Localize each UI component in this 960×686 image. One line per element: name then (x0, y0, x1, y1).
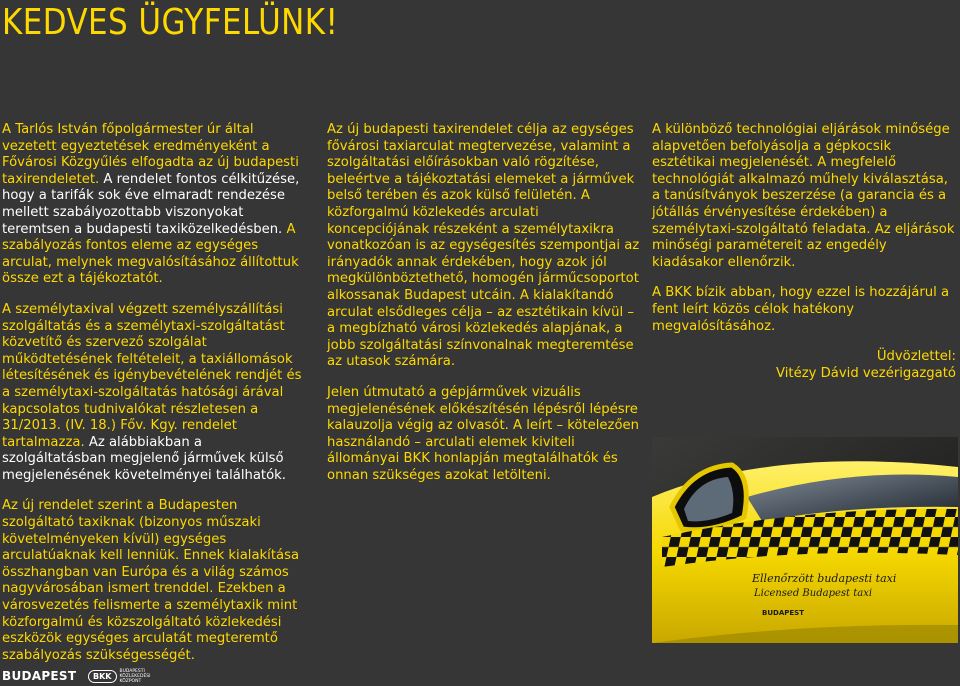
greeting: Üdvözlettel: (876, 349, 956, 365)
signature: Vitézy Dávid vezérigazgató (776, 365, 956, 381)
paragraph-guide: Jelen útmutató a gépjárművek vizuális megjelenésének előkészítésén lépésről lépésre kalauzolja végig az olvasót. A leírt – kötelezően használandó – arculati elemek kiviteli állományai BKK honlapján megtalálhatók és onnan szükséges azokat letölteni. (327, 384, 639, 483)
paragraph-regulation (2, 302, 308, 485)
door-text-1: Ellenőrzött budapesti taxi (752, 572, 897, 585)
regulation-sentence-2: Az alábbiakban a szolgáltatásban megjelenő járművek külső megjelenésének követelményei találhatók. (2, 434, 287, 483)
paragraph-goal: Az új budapesti taxirendelet célja az egységes fővárosi taxiarculat megtervezése, valamint a szolgáltatási előírásokban való rögzítése, beleértve a tájékoztatási elemeket a járművek belső terében és azok külső felületén. A közforgalmú közlekedés arculati koncepciójának részeként a személytaxikra vonatkozóan is az egységesítés szempontjai az irányadók annak érdekében, hogy azok jól megkülönböztethető, homogén járműcsoportot alkossanak Budapest utcáin. A kialakítandó arculat elsődleges célja – az esztétikain kívül – a megbízható városi közlekedés alapjának, a jobb szolgáltatási színvonalnak megteremtése az utasok számára. (327, 122, 640, 370)
column-1 (2, 122, 308, 678)
bkk-subtitle: BUDAPESTI KÖZLEKEDÉSI KÖZPONT (119, 669, 151, 684)
taxi-illustration (652, 437, 958, 643)
bkk-logo (88, 669, 156, 684)
greeting-block (652, 349, 956, 382)
page-title: KEDVES ÜGYFELÜNK! (2, 2, 339, 43)
bkk-badge: BKK (88, 670, 117, 683)
column-3 (652, 122, 956, 382)
column-2 (327, 122, 642, 498)
intro-sentence-3: A szabályozás fontos eleme az egységes arculat, melynek megvalósításához állítottuk össze ezt a tájékoztatót. (2, 221, 299, 287)
paragraph-trend: Az új rendelet szerint a Budapesten szolgáltató taxiknak (bizonyos műszaki követelményeken kívül) egységes arculatúaknak kell lenniük. Ennek kialakítása összhangban van Európa és a világ számos nagyvárosában ismert trenddel. Ezekben a városvezetés felismerte a személytaxik mint közforgalmú és közszolgáltató közlekedési eszközök egységes arculatát megteremtő szabályozás szükségességét. (2, 498, 300, 663)
door-logo: BUDAPEST (762, 609, 804, 617)
door-text-2: Licensed Budapest taxi (754, 588, 873, 599)
taxi-photo (652, 437, 958, 643)
intro-sentence-1: A Tarlós István főpolgármester úr által vezetett egyeztetések eredményeként a Fővárosi Közgyűlés elfogadta az új budapesti taxirendeletet. (2, 122, 299, 187)
intro-sentence-2: A rendelet fontos célkitűzése, hogy a tarifák sok éve elmaradt rendezése mellett szabályozottabb viszonyokat teremtsen a budapesti taxiközelkedésben. (2, 171, 300, 237)
regulation-sentence-1: A személytaxival végzett személyszállítási szolgáltatás és a személytaxi-szolgáltatást közvetítő és szervező szolgálat működtetésének feltételeit, a taxiállomások létesítésének és igénybevételének rendjét és a személytaxi-szolgáltatás hatósági árával kapcsolatos tudnivalókat részletesen a 31/2013. (IV. 18.) Főv. Kgy. rendelet tartalmazza. (2, 301, 302, 450)
paragraph-bkk: A BKK bízik abban, hogy ezzel is hozzájárul a fent leírt közös célok hatékony megvalósításához. (652, 285, 950, 334)
budapest-logo: BUDAPEST (2, 669, 77, 683)
paragraph-intro (2, 122, 308, 288)
paragraph-technology: A különböző technológiai eljárások minősége alapvetően befolyásolja a gépkocsik esztétikai megjelenését. A megfelelő technológiát alkalmazó műhely kiválasztása, a tanúsítványok beszerzése (a garancia és a jótállás érvényesítése érdekében) a személytaxi-szolgáltató feladata. Az eljárások minőségi paramétereit az engedély kiadásakor ellenőrzik. (652, 122, 955, 270)
